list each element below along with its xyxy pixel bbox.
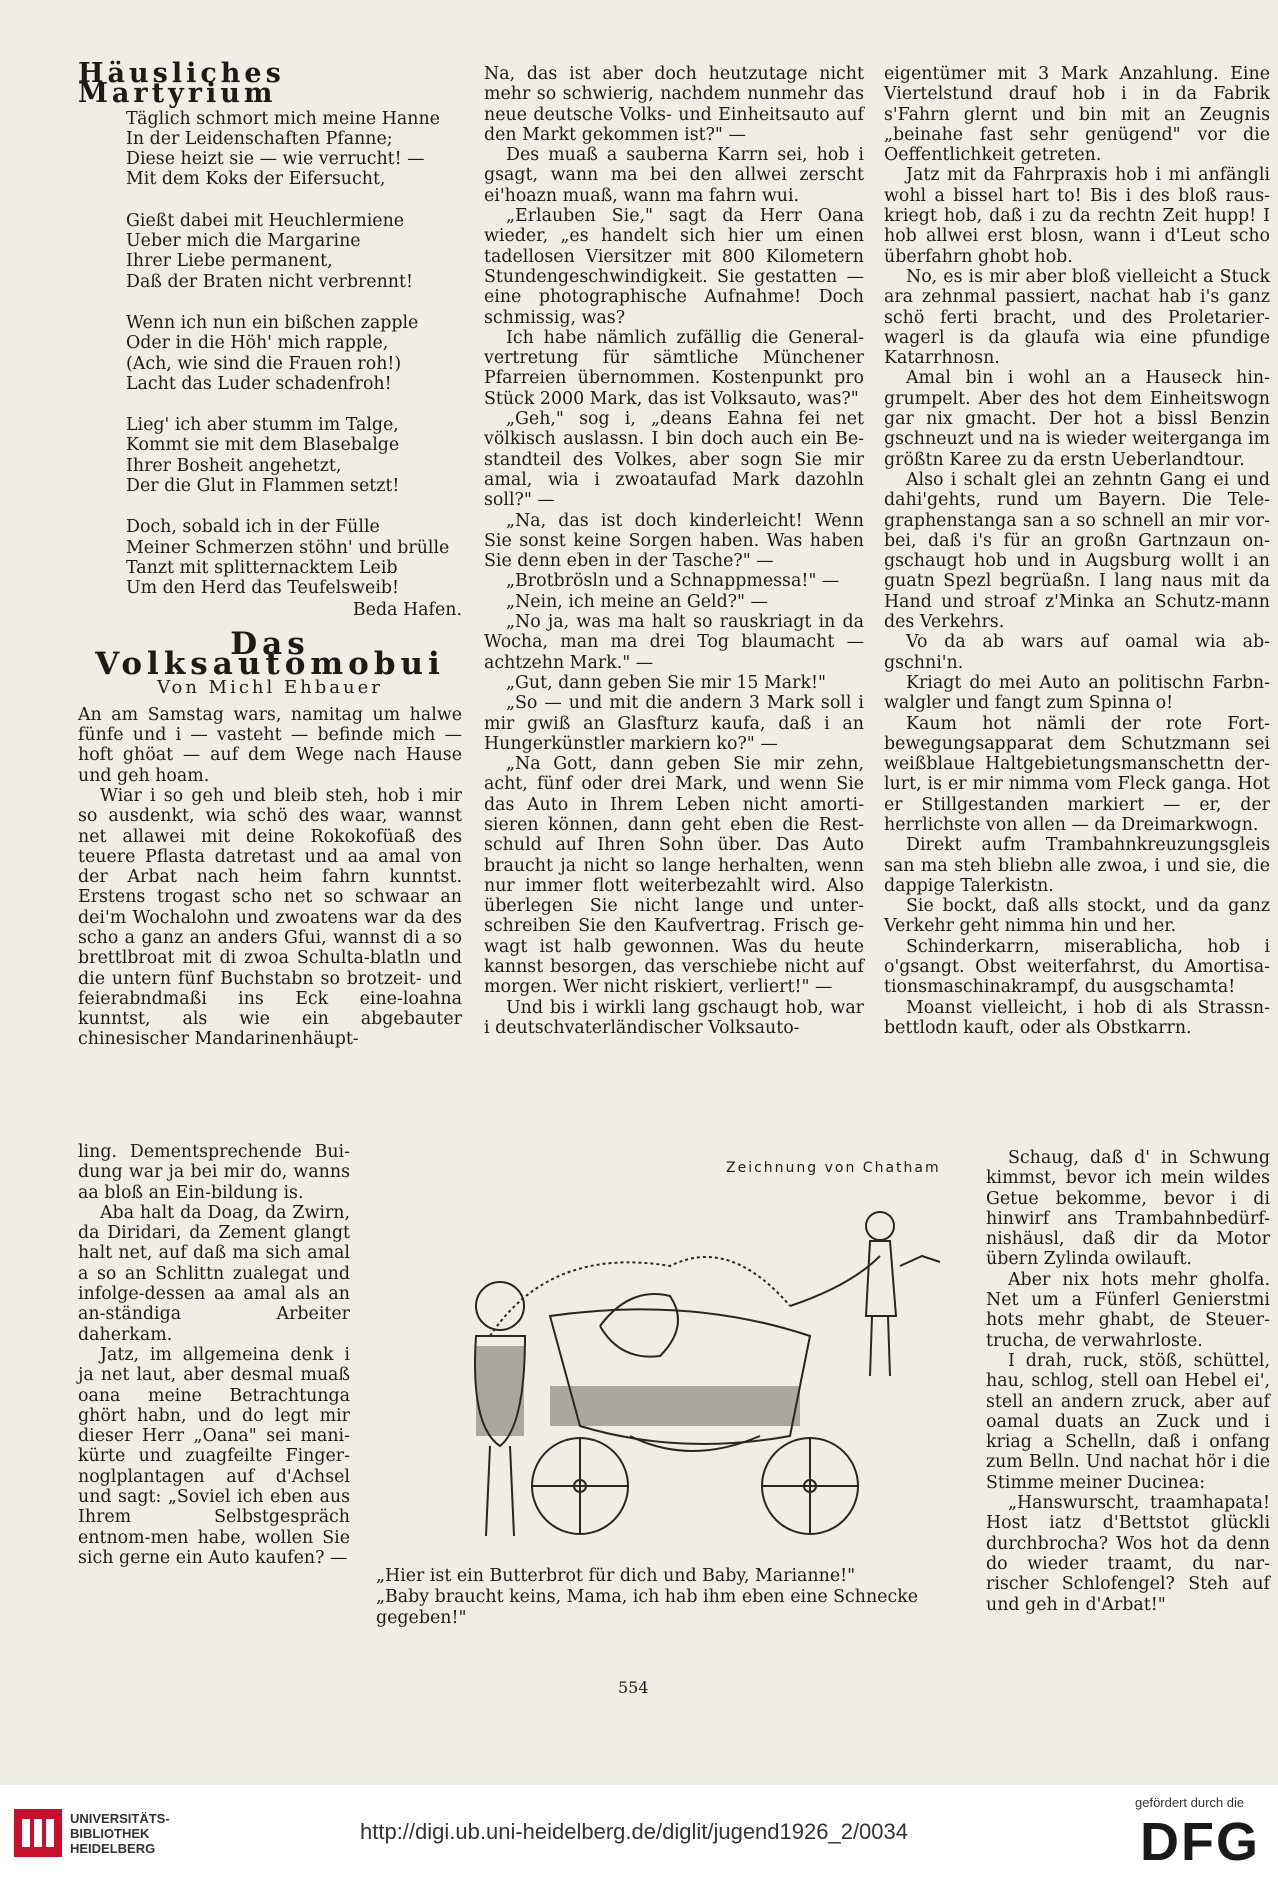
- dfg-logo: DFG: [1140, 1812, 1260, 1872]
- paragraph: Jatz, im allgemeina denk i ja net laut, aber desmal muaß oana meine Betrachtunga ghört habn, und do legt mir dieser Herr „Oana" sei mani-kürte und zuagfeilte Finger-noglplantagen auf d'Achsel und sagt: „Soviel ich eben aus Ihrem Selbstgespräch entnom-men habe, wollen Sie sich gerne ein Auto kaufen? —: [78, 1344, 350, 1568]
- column-1: [78, 58, 462, 1050]
- paragraph: „Hanswurscht, traamhapata! Host iatz d'Bettstot glückli durchbrocha? Wos hot da denn do wieder traamt, du nar-rischer Schlofengel? Steh auf und geh in d'Arbat!": [986, 1493, 1270, 1615]
- column-2: [484, 64, 864, 1038]
- poem-author: Beda Hafen.: [352, 599, 462, 620]
- paragraph: Schaug, daß d' in Schwung kimmst, bevor ich mein wildes Getue bekomme, bevor i di hinwirf ans Trambahnbedürf-nishäusl, daß dir da Motor übern Zylinda owilauft.: [986, 1148, 1270, 1270]
- permalink-url[interactable]: http://digi.ub.uni-heidelberg.de/diglit/jugend1926_2/0034: [360, 1819, 908, 1844]
- paragraph: Wiar i so geh und bleib steh, hob i mir so ausdenkt, wia schö des waar, wannst net allawei mit deine Rokokofüaß des teuere Pflasta datretast und aa amal von der Arbat nach heim fahrn kunntst. Erstens trogast scho net so schwaar an dei'm Wochalohn und zwoatens war da des scho a ganz an anders Gfui, wannst di a so brettlbroat mit di zwoa Schulta-blatln und die untern fünf Buchstabn so brotzeit- und feierabndmaßi ins Eck eine-loahna kunntst, als wie ein abgebauter chinesischer Mandarinenhäupt-: [78, 785, 462, 1050]
- paragraph: Ich habe nämlich zufällig die General-vertretung für sämtliche Münchener Pfarreien übernommen. Kostenpunkt pro Stück 2000 Mark, das ist Volksauto, was?": [484, 327, 864, 409]
- paragraph: ling. Dementsprechende Bui-dung war ja bei mir do, wanns aa bloß an Ein-bildung is.: [78, 1142, 350, 1203]
- paragraph: An am Samstag wars, namitag um halwe fünfe und i — vasteht — befinde mich — hoft ghöat — auf dem Wege nach Hause und geh hoam.: [78, 704, 462, 786]
- paragraph: Aber nix hots mehr gholfa. Net um a Fünferl Genierstmi hots mehr ghabt, de Steuer-trucha, de verwahrloste.: [986, 1269, 1270, 1351]
- column-1-lower: [78, 1142, 350, 1568]
- paragraph: „Gut, dann geben Sie mir 15 Mark!": [506, 672, 827, 693]
- paragraph: „No ja, was ma halt so rauskriagt in da Wocha, man ma drei Tog blaumacht — achtzehn Mark." —: [484, 612, 864, 673]
- paragraph: No, es is mir aber bloß vielleicht a Stuck ara zehnmal passiert, nachat hab i's ganz schö ferti bracht, und des Proletarier-wagerl is da glaufa wia eine pfundige Katarrhnosn.: [884, 266, 1270, 369]
- paragraph: „Erlauben Sie," sagt da Herr Oana wieder, „es handelt sich hier um einen tadellosen Viersitzer mit 800 Kilometern Stundengeschwindigkeit. Sie gestatten — eine photographische Aufnahme! Doch schmissig, was?: [484, 206, 864, 328]
- paragraph: Na, das ist aber doch heutzutage nicht mehr so schwierig, nachdem nunmehr das neue deutsche Volks- und Einheitsauto auf den Markt gekommen ist?" —: [484, 64, 864, 145]
- column-3: [884, 64, 1270, 1038]
- paragraph: „Na Gott, dann geben Sie mir zehn, acht, fünf oder drei Mark, und wenn Sie das Auto in Ihrem Leben nicht amorti-sieren können, dann geht eben die Rest-schuld auf Ihren Sohn über. Das Auto braucht ja nicht so lange herhalten, wenn nur immer flott weiterbezahlt wird. Also überlegen Sie nicht lange und unter-schreiben Sie den Kaufvertrag. Frisch ge-wagt ist halb gewonnen. Was du heute kannst besorgen, das verschiebe nicht auf morgen. Wer nicht riskiert, verliert!" —: [484, 754, 864, 998]
- poem-stanza: Wenn ich nun ein bißchen zapple Oder in die Höh' mich rapple, (Ach, wie sind die Frauen roh!) Lacht das Luder schadenfroh!: [126, 312, 419, 394]
- poem: [126, 109, 462, 620]
- illustration-caption: „Hier ist ein Butterbrot für dich und Baby, Marianne!" „Baby braucht keins, Mama, ich hab ihm eben eine Schnecke gegeben!": [376, 1566, 919, 1628]
- paragraph: „Brotbrösln und a Schnappmessa!" —: [506, 571, 840, 592]
- column-3-lower: [986, 1148, 1270, 1615]
- paragraph: Kaum hot nämli der rote Fort-bewegungsapparat dem Schutzmann sei weißblaue Haltgebietungsmanschettn der-lurt, is er mir nimma vom Fleck ganga. Hot er Stillgestanden markiert — er, der herrlichste von allen — da Dreimarkwogn.: [884, 713, 1270, 835]
- paragraph: Jatz mit da Fahrpraxis hob i mi anfängli wohl a bissel hart to! Bis i des bloß raus-kriegt hob, daß i zu da rechtn Zeit hupp! I hob allwei erst blosn, wann i d'Leut scho überfahrn ghobt hob.: [884, 165, 1270, 267]
- paragraph: „So — und mit die andern 3 Mark soll i mir gwiß an Glasfturz kaufa, daß i an Hungerkünstler markiern ko?" —: [484, 693, 864, 754]
- poem-title: Häusliches Martyrium: [78, 58, 285, 110]
- funding-text: gefördert durch die: [1135, 1795, 1245, 1810]
- paragraph: Kriagt do mei Auto an politischn Farbn-walgler und fangt zum Spinna o!: [884, 672, 1270, 714]
- page-number: 554: [618, 1678, 649, 1697]
- poem-stanza: Gießt dabei mit Heuchlermiene Ueber mich die Margarine Ihrer Liebe permanent, Daß der Braten nicht verbrennt!: [126, 210, 413, 292]
- illustration-pram-drawing: [430, 1186, 980, 1556]
- paragraph: Also i schalt glei an zehntn Gang ei und dahi'gehts, rund um Bayern. Die Tele-graphenstanga san a so schnell an mir vor-bei, daß i's für an großn Gartnzaun on-gschaugt hob und in Augsburg wollt i an guatn Spezl begrüaßn. I lang naus mit da Hand und stroaf z'Minka an Schutz-mann des Verkehrs.: [884, 469, 1270, 633]
- paragraph: Vo da ab wars auf oamal wia ab-gschni'n.: [884, 632, 1270, 673]
- poem-stanza: Lieg' ich aber stumm im Talge, Kommt sie mit dem Blasebalge Ihrer Bosheit angehetzt, Der die Glut in Flammen setzt!: [126, 415, 400, 497]
- paragraph: Des muaß a sauberna Karrn sei, hob i gsagt, wann ma bei den allwei zerscht ei'hoazn muaß, wann ma fahrn wui.: [484, 145, 864, 206]
- article-byline: Von Michl Ehbauer: [157, 677, 383, 699]
- paragraph: „Geh," sog i, „deans Eahna fei net völkisch auslassn. I bin doch auch ein Be-standteil des Volkes, aber sogn Sie mir amal, wia i zwoataufad Mark dazohln soll?" —: [484, 409, 864, 511]
- library-name: UNIVERSITÄTS- BIBLIOTHEK HEIDELBERG: [70, 1811, 170, 1856]
- poem-stanza: Doch, sobald ich in der Fülle Meiner Schmerzen stöhn' und brülle Tanzt mit splitternacktem Leib Um den Herd das Teufelsweib!: [126, 517, 450, 599]
- viewer-footer: [0, 1785, 1278, 1884]
- illustration-credit: Zeichnung von Chatham: [726, 1160, 941, 1176]
- paragraph: Aba halt da Doag, da Zwirn, da Diridari, da Zement glangt halt net, auf daß ma sich amal a so an Schlittn zualegat und infolge-dessen aa amal als an an-ständiga Arbeiter daherkam.: [78, 1202, 350, 1345]
- paragraph: Schinderkarrn, miserablicha, hob i o'gsangt. Obst weiterfahrst, du Amortisa-tionsmaschinakrampf, du ausgschamta!: [884, 936, 1270, 998]
- university-logo-icon: [14, 1809, 62, 1857]
- paragraph: Und bis i wirkli lang gschaugt hob, war i deutschvaterländischer Volksauto-: [484, 997, 864, 1038]
- poem-stanza: Täglich schmort mich meine Hanne In der Leidenschaften Pfanne; Diese heizt sie — wie verrucht! — Mit dem Koks der Eifersucht,: [126, 108, 440, 190]
- paragraph: eigentümer mit 3 Mark Anzahlung. Eine Viertelstund drauf hob i in da Fabrik s'Fahrn glernt und bin mit an Zeugnis „beinahe fast sehr genügend" vor die Oeffentlichkeit getreten.: [884, 64, 1270, 166]
- paragraph: I drah, ruck, stöß, schüttel, hau, schlog, stell oan Hebel ei', stell an andern zruck, aber auf oamal duats an Zuck und i kriag a Schelln, daß i onfang zum Belln. Und nachat hör i die Stimme meiner Ducinea:: [986, 1350, 1270, 1493]
- article-title: Das Volksautomobui: [95, 625, 445, 683]
- paragraph: „Nein, ich meine an Geld?" —: [506, 591, 768, 612]
- paragraph: Direkt aufm Trambahnkreuzungsgleis san ma steh bliebn alle zwoa, i und sie, die dappige Talerkistn.: [884, 835, 1270, 896]
- paragraph: Moanst vielleicht, i hob di als Strassn-bettlodn kauft, oder als Obstkarrn.: [884, 997, 1270, 1038]
- paragraph: „Na, das ist doch kinderleicht! Wenn Sie sonst keine Sorgen haben. Was haben Sie denn eben in der Tasche?" —: [484, 510, 864, 572]
- paragraph: Amal bin i wohl an a Hauseck hin-grumpelt. Aber des hot dem Einheitswogn gar nix gmacht. Der hot a bissl Benzin gschneuzt und na is wieder weiterganga im größtn Karee zu da erstn Ueberlandtour.: [884, 368, 1270, 470]
- paragraph: Sie bockt, daß alls stockt, und da ganz Verkehr geht nimma hin und her.: [884, 896, 1270, 937]
